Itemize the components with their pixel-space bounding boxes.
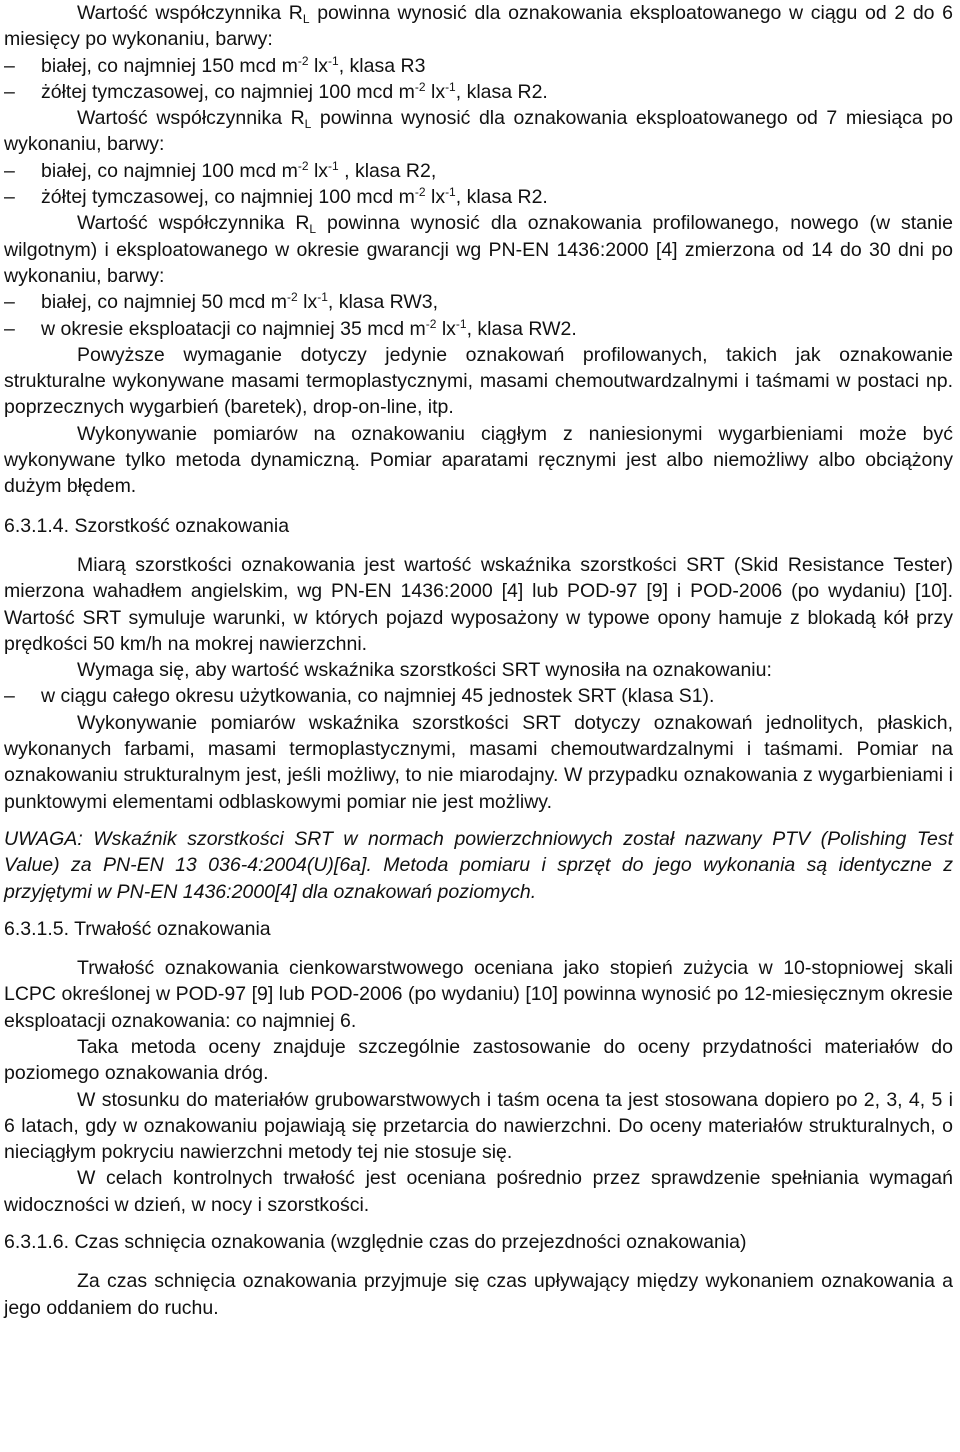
list-item [4, 289, 953, 315]
paragraph-profiled-requirement: Powyższe wymaganie dotyczy jedynie oznakowań profilowanych, takich jak oznakowanie strukturalne wykonywane masami termoplastycznymi, masami chemoutwardzalnymi i taśmami w postaci np. poprzecznych wygarbień (baretek), drop-on-line, itp. [4, 343, 953, 419]
paragraph-srt-measurement: Wykonywanie pomiarów wskaźnika szorstkości SRT dotyczy oznakowań jednolitych, płaskich, wykonanych farbami, masami termoplastycznymi, masami chemoutwardzalnymi i taśmami. Pomiar na oznakowaniu strukturalnym jest, jeśli możliwy, to nie miarodajny. W przypadku oznakowania z wygarbieniami i punktowymi elementami odblaskowymi pomiar nie jest możliwy. [4, 711, 953, 813]
spacer [4, 815, 953, 826]
spacer [4, 500, 953, 513]
paragraph-srt-requirement: Wymaga się, aby wartość wskaźnika szorstkości SRT wynosiła na oznakowaniu: [77, 659, 772, 682]
dash-bullet: – [4, 80, 15, 103]
section-heading-6-3-1-6: 6.3.1.6. Czas schnięcia oznakowania (względnie czas do przejezdności oznakowania) [4, 1231, 747, 1254]
dash-bullet: – [4, 186, 15, 209]
list-item-text: białej, co najmniej 150 mcd $m^{-2}$ $lx^{-1}$, klasa R3 [41, 53, 426, 77]
spacer [4, 905, 953, 916]
paragraph-dynamic-measurement: Wykonywanie pomiarów na oznakowaniu ciągłym z naniesionymi wygarbieniami może być wykonywane tylko metoda dynamiczną. Pomiar aparatami ręcznymi jest albo niemożliwy albo obciążony dużym błędem. [4, 422, 953, 498]
paragraph-srt-definition: Miarą szorstkości oznakowania jest wartość wskaźnika szorstkości SRT (Skid Resistance Tester) mierzona wahadłem angielskim, wg PN-EN 1436:2000 [4] lub POD-97 [9] i POD-2006 (po wydaniu) [10]. Wartość SRT symuluje warunki, w których pojazd wyposażony w typowe opony hamuje z blokadą kół przy prędkości 50 km/h na mokrej nawierzchni. [4, 553, 953, 655]
paragraph-rl-2-6-months [4, 0, 953, 53]
section-heading-6-3-1-5: 6.3.1.5. Trwałość oznakowania [4, 917, 271, 940]
dash-bullet: – [4, 317, 15, 340]
text: powinna wynosić dla oznakowania eksploatowanego w ciągu od 2 do 6 miesięcy po wykonaniu, barwy: [4, 2, 953, 51]
dash-bullet: – [4, 685, 15, 708]
list-item-text: białej, co najmniej 50 mcd $m^{-2}$ $lx^{-1}$, klasa RW3, [41, 290, 439, 314]
paragraph-method-usage: Taka metoda oceny znajduje szczególnie zastosowanie do oceny przydatności materiałów do poziomego oznakowania dróg. [4, 1035, 953, 1085]
list-item [4, 53, 953, 79]
section-heading-6-3-1-4: 6.3.1.4. Szorstkość oznakowania [4, 514, 290, 537]
list-item-text: białej, co najmniej 100 mcd $m^{-2}$ $lx^{-1}$ , klasa R2, [41, 158, 437, 182]
list-item-text: żółtej tymczasowej, co najmniej 100 mcd $m^{-2}$ $lx^{-1}$, klasa R2. [41, 79, 548, 103]
dash-bullet: – [4, 54, 15, 77]
paragraph-thick-materials: W stosunku do materiałów grubowarstwowych i taśm ocena ta jest stosowana dopiero po 2, 3, 4, 5 i 6 latach, gdy w oznakowaniu pojawiają się przetarcia do nawierzchni. Do oceny materiałów strukturalnych, o nieciągłym pokryciu nawierzchni metody tej nie stosuje się. [4, 1088, 953, 1164]
dash-bullet: – [4, 291, 15, 314]
paragraph-control-fields: W celach kontrolnych trwałość jest oceniana pośrednio przez sprawdzenie spełniania wymagań widoczności w dzień, w nocy i szorstkości. [4, 1167, 953, 1216]
spacer [4, 942, 953, 955]
list-item [4, 79, 953, 105]
list-item [4, 184, 953, 210]
spacer [4, 1255, 953, 1268]
paragraph-drying-time: Za czas schnięcia oznakowania przyjmuje się czas upływający między wykonaniem oznakowania a jego oddaniem do ruchu. [4, 1270, 953, 1319]
spacer [4, 539, 953, 552]
list-item-text: żółtej tymczasowej, co najmniej 100 mcd $m^{-2}$ $lx^{-1}$, klasa R2. [41, 185, 548, 209]
subscript: L [302, 12, 310, 26]
paragraph-rl-profiled: Wartość współczynnika $R_L$ powinna wynosić dla oznakowania profilowanego, nowego (w stanie wilgotnym) i eksploatowanego w okresie gwarancji wg PN-EN 1436:2000 [4] zmierzona od 14 do 30 dni po wykonaniu, barwy: [4, 212, 953, 287]
list-item [4, 683, 953, 709]
list-item-text: w okresie eksploatacji co najmniej 35 mcd $m^{-2}$ $lx^{-1}$, klasa RW2. [41, 316, 577, 340]
text: Wartość współczynnika R [77, 2, 303, 24]
paragraph-durability: Trwałość oznakowania cienkowarstwowego oceniana jako stopień zużycia w 10-stopniowej skali LCPC określonej w POD-97 [9] lub POD-2006 (po wydaniu) [10] powinna wynosić po 12-miesięcznym okresie eksploatacji oznakowania: co najmniej 6. [4, 957, 953, 1032]
paragraph-rl-from-7-month: Wartość współczynnika $R_L$ powinna wynosić dla oznakowania eksploatowanego od 7 miesiąca po wykonaniu, barwy: [4, 107, 953, 156]
spacer [4, 1218, 953, 1229]
note-uwaga: UWAGA: Wskaźnik szorstkości SRT w normach powierzchniowych został nazwany PTV (Polishing Test Value) za PN-EN 13 036-4:2004(U)[6a]. Metoda pomiaru i sprzęt do jego wykonania są identyczne z przyjętymi w PN-EN 1436:2000[4] dla oznakowań poziomych. [4, 827, 953, 903]
dash-bullet: – [4, 159, 15, 182]
list-item [4, 316, 953, 342]
list-item-text: w ciągu całego okresu użytkowania, co najmniej 45 jednostek SRT (klasa S1). [41, 685, 715, 708]
list-item [4, 158, 953, 184]
